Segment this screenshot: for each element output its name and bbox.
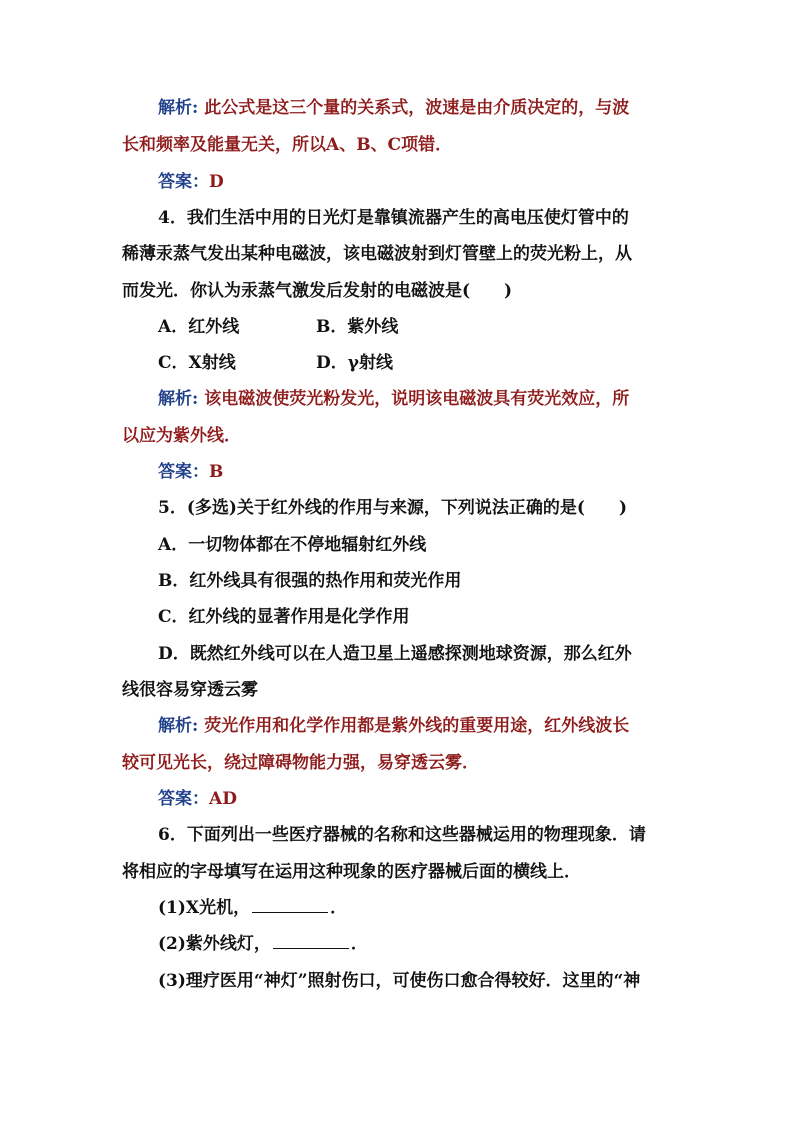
q5-analysis-text-1: 荧光作用和化学作用都是紫外线的重要用途，红外线波长 (204, 716, 630, 736)
q4-options-row-2 (158, 351, 678, 375)
q4-stem-1: 4．我们生活中用的日光灯是靠镇流器产生的高电压使灯管中的 (158, 208, 629, 228)
q5-analysis: 解析: 荧光作用和化学作用都是紫外线的重要用途，红外线波长 (158, 716, 630, 736)
q4-answer: 答案：B (158, 462, 224, 482)
q5-option-d-1: D．既然红外线可以在人造卫星上遥感探测地球资源，那么红外 (158, 644, 632, 664)
q4-answer-value: B (209, 462, 224, 482)
q5-answer: 答案：AD (158, 789, 237, 809)
q5-answer-value: AD (209, 789, 237, 809)
q4-options-row-1 (158, 315, 678, 339)
q3-analysis: 解析: 此公式是这三个量的关系式，波速是由介质决定的，与波 (158, 98, 630, 118)
q5-option-b: B．红外线具有很强的热作用和荧光作用 (158, 571, 462, 591)
q6-item-1: (1)X光机， ． (158, 898, 348, 918)
q5-option-a: A．一切物体都在不停地辐射红外线 (158, 535, 427, 555)
q6-stem-2: 将相应的字母填写在运用这种现象的医疗器械后面的横线上． (122, 862, 581, 882)
q3-answer: 答案：D (158, 172, 224, 192)
q5-option-d-2: 线很容易穿透云雾 (122, 680, 258, 700)
analysis-label: 解析 (158, 98, 192, 118)
q5-analysis-text-2: 较可见光长，绕过障碍物能力强，易穿透云雾． (122, 753, 479, 773)
q6-item-2: (2)紫外线灯， ． (158, 934, 368, 954)
q4-stem-2: 稀薄汞蒸气发出某种电磁波，该电磁波射到灯管壁上的荧光粉上，从 (122, 244, 632, 264)
q3-analysis-text-2: 长和频率及能量无关，所以A、B、C项错． (122, 135, 453, 155)
answer-blank[interactable] (273, 932, 349, 949)
q3-answer-value: D (209, 172, 224, 192)
q3-analysis-text-1: 此公式是这三个量的关系式，波速是由介质决定的，与波 (204, 98, 630, 118)
answer-label: 答案 (158, 172, 192, 192)
q6-item-3: (3)理疗医用“神灯”照射伤口，可使伤口愈合得较好．这里的“神 (158, 971, 641, 991)
q4-stem-3: 而发光．你认为汞蒸气激发后发射的电磁波是( ) (122, 281, 513, 301)
q4-analysis-text-1: 该电磁波使荧光粉发光，说明该电磁波具有荧光效应，所 (204, 389, 630, 409)
answer-blank[interactable] (252, 896, 328, 913)
q5-stem: 5．(多选)关于红外线的作用与来源，下列说法正确的是( ) (158, 498, 628, 518)
q6-stem-1: 6．下面列出一些医疗器械的名称和这些器械运用的物理现象．请 (158, 825, 646, 845)
q4-analysis-text-2: 以应为紫外线． (122, 426, 241, 446)
q4-option-a: A．红外线 (158, 317, 240, 337)
q4-option-c: C．X射线 (158, 353, 236, 373)
q4-option-b: B．紫外线 (316, 317, 399, 337)
q4-option-d: D．γ射线 (316, 353, 393, 373)
q5-option-c: C．红外线的显著作用是化学作用 (158, 607, 410, 627)
q4-analysis: 解析: 该电磁波使荧光粉发光，说明该电磁波具有荧光效应，所 (158, 389, 630, 409)
